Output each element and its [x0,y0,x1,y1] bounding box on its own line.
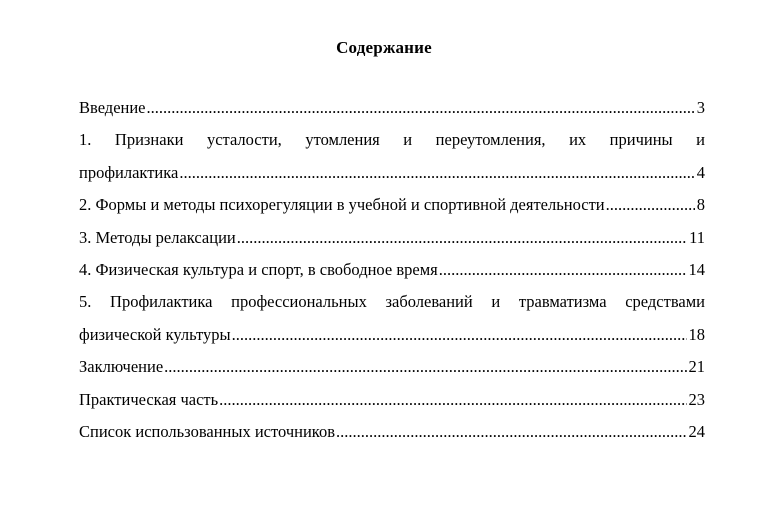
toc-entry-page: 23 [688,389,705,409]
toc-entry-page: 11 [689,227,705,247]
toc-entry-page: 14 [688,260,705,280]
toc-entry-label: 3. Методы релаксации [79,227,236,247]
toc-entry-label: 4. Физическая культура и спорт, в свободное время [79,260,438,280]
toc-title: Содержание [336,38,432,57]
toc-entry-label: Практическая часть [79,389,219,409]
toc-entry-page: 8 [696,195,705,215]
toc-entry-references [79,416,705,448]
toc-entry-3 [79,222,705,254]
toc-dot-leader [606,197,695,214]
toc-entry-label: 2. Формы и методы психорегуляции в учебной и спортивной деятельности [79,195,605,215]
toc-dot-leader [147,100,695,117]
toc-entry-page: 18 [688,324,705,344]
toc-entry-5-line1: 5. Профилактика профессиональных заболеваний и травматизма средствами [79,292,705,312]
toc-dot-leader [219,392,686,409]
toc-entry-label: Заключение [79,357,164,377]
toc-dot-leader [237,230,687,247]
toc-entry-1-line1: 1. Признаки усталости, утомления и переутомления, их причины и [79,130,705,150]
toc-entry-introduction [79,92,705,124]
toc-entry-label: физической культуры [79,324,231,344]
toc-entry-4 [79,254,705,286]
toc-entry-page: 24 [688,422,705,442]
toc-entry-page: 21 [688,357,705,377]
toc-dot-leader [336,424,687,441]
toc-dot-leader [164,359,686,376]
toc-dot-leader [232,327,687,344]
table-of-contents [79,92,705,448]
toc-dot-leader [439,262,687,279]
toc-entry-2 [79,189,705,221]
toc-entry-page: 4 [696,162,705,182]
toc-entry-conclusion [79,351,705,383]
toc-entry-1 [79,157,705,189]
toc-entry-label: Введение [79,98,146,117]
toc-dot-leader [179,165,694,182]
toc-entry-label: Список использованных источников [79,422,335,442]
toc-entry-practical-part [79,384,705,416]
toc-entry-5 [79,319,705,351]
toc-entry-page: 3 [696,98,705,117]
toc-entry-label: профилактика [79,162,179,182]
